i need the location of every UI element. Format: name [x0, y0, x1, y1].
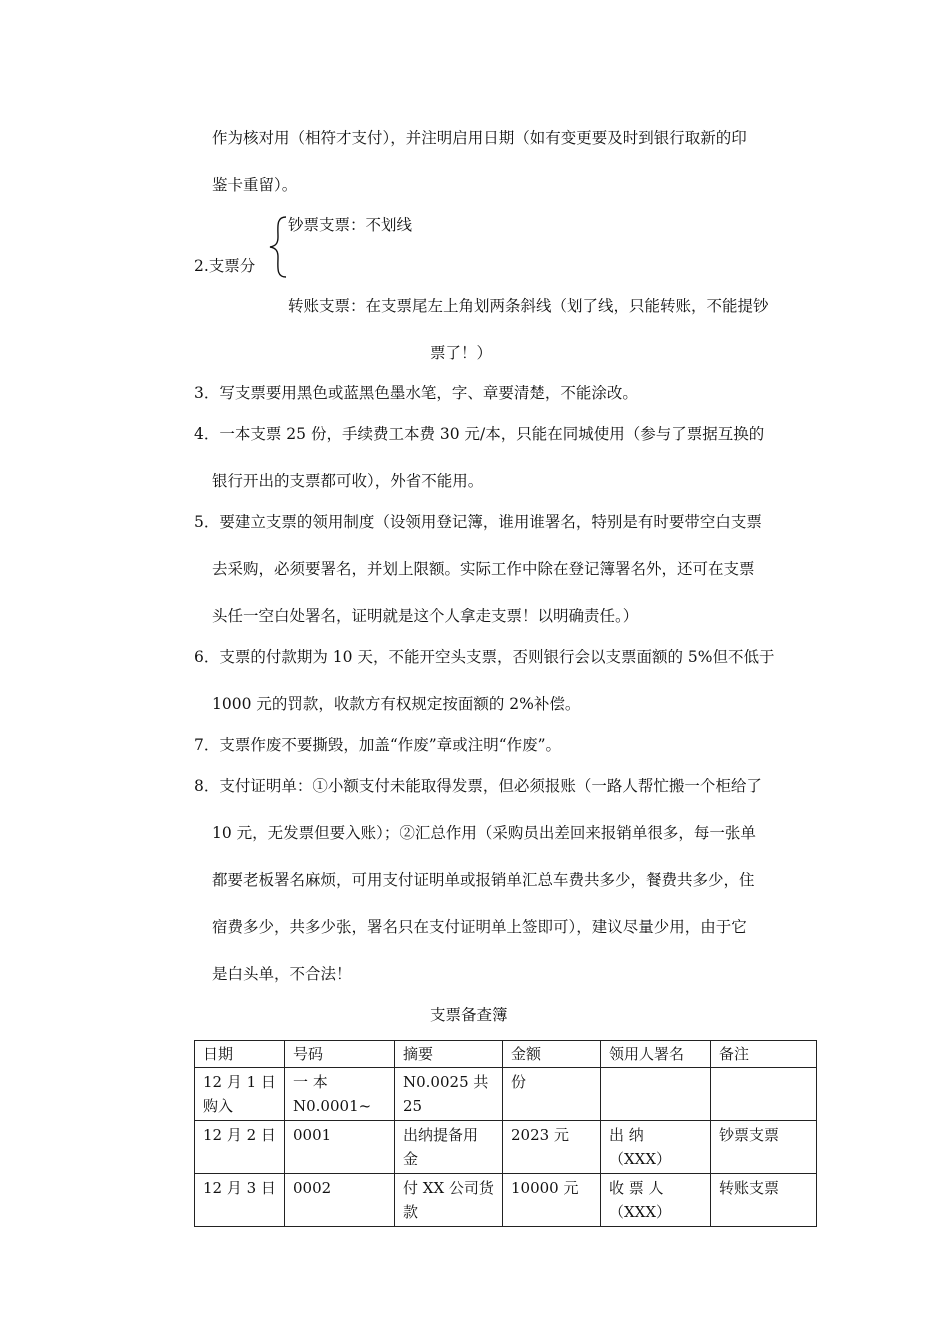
- cell-number: 一 本 N0.0001~: [285, 1068, 395, 1121]
- cell-remark: 钞票支票: [711, 1121, 817, 1174]
- header-summary: 摘要: [395, 1041, 503, 1068]
- para-8-line-3: 都要老板署名麻烦，可用支付证明单或报销单汇总车费共多少，餐费共多少，住: [212, 871, 755, 889]
- table-row: [195, 1121, 817, 1174]
- para-6-line-1: 6．支票的付款期为 10 天，不能开空头支票，否则银行会以支票面额的 5%但不低于: [194, 648, 775, 666]
- cell-signer: [601, 1068, 711, 1121]
- para-6-line-2: 1000 元的罚款，收款方有权规定按面额的 2%补偿。: [212, 695, 581, 713]
- cell-amount: 2023 元: [503, 1121, 601, 1174]
- table-row: [195, 1068, 817, 1121]
- para-0-line-1: 作为核对用（相符才支付），并注明启用日期（如有变更要及时到银行取新的印: [212, 129, 747, 147]
- transfer-check-line-2: 票了！）: [430, 344, 493, 362]
- para-8-line-4: 宿费多少，共多少张，署名只在支付证明单上签即可），建议尽量少用，由于它: [212, 918, 747, 936]
- header-remark: 备注: [711, 1041, 817, 1068]
- check-register-table: [194, 1040, 817, 1227]
- para-8-line-5: 是白头单，不合法！: [212, 965, 352, 983]
- table-row: [195, 1174, 817, 1227]
- left-curly-brace-icon: [266, 215, 288, 279]
- table-title: 支票备查簿: [430, 1006, 508, 1024]
- header-amount: 金额: [503, 1041, 601, 1068]
- header-date: 日期: [195, 1041, 285, 1068]
- cell-number: 0001: [285, 1121, 395, 1174]
- cell-date: 12 月 1 日 购入: [195, 1068, 285, 1121]
- cell-amount: 份: [503, 1068, 601, 1121]
- cell-remark: 转账支票: [711, 1174, 817, 1227]
- cash-check-item: 钞票支票：不划线: [288, 216, 413, 234]
- cell-summary: 付 XX 公司货 款: [395, 1174, 503, 1227]
- table-header-row: [195, 1041, 817, 1068]
- cell-signer: 出 纳 （XXX）: [601, 1121, 711, 1174]
- para-7: 7．支票作废不要撕毁，加盖“作废”章或注明“作废”。: [194, 736, 562, 754]
- cell-date: 12 月 3 日: [195, 1174, 285, 1227]
- para-5-line-3: 头任一空白处署名，证明就是这个人拿走支票！以明确责任。）: [212, 607, 639, 625]
- para-4-line-2: 银行开出的支票都可收），外省不能用。: [212, 472, 484, 490]
- cell-summary: N0.0025 共 25: [395, 1068, 503, 1121]
- cell-remark: [711, 1068, 817, 1121]
- para-0-line-2: 鉴卡重留）。: [212, 176, 298, 194]
- cell-summary: 出纳提备用 金: [395, 1121, 503, 1174]
- transfer-check-line-1: 转账支票：在支票尾左上角划两条斜线（划了线，只能转账，不能提钞: [288, 297, 769, 315]
- para-2-label: 2.支票分: [194, 257, 256, 275]
- cell-date: 12 月 2 日: [195, 1121, 285, 1174]
- header-signer: 领用人署名: [601, 1041, 711, 1068]
- para-4-line-1: 4．一本支票 25 份，手续费工本费 30 元/本，只能在同城使用（参与了票据互换的: [194, 425, 765, 443]
- cell-amount: 10000 元: [503, 1174, 601, 1227]
- cell-number: 0002: [285, 1174, 395, 1227]
- header-number: 号码: [285, 1041, 395, 1068]
- para-5-line-2: 去采购，必须要署名，并划上限额。实际工作中除在登记簿署名外，还可在支票: [212, 560, 755, 578]
- cell-signer: 收 票 人 （XXX）: [601, 1174, 711, 1227]
- para-3: 3．写支票要用黑色或蓝黑色墨水笔，字、章要清楚，不能涂改。: [194, 384, 638, 402]
- para-5-line-1: 5．要建立支票的领用制度（设领用登记簿，谁用谁署名，特别是有时要带空白支票: [194, 513, 762, 531]
- para-8-line-1: 8．支付证明单：①小额支付未能取得发票，但必须报账（一路人帮忙搬一个柜给了: [194, 777, 762, 795]
- para-8-line-2: 10 元，无发票但要入账）；②汇总作用（采购员出差回来报销单很多，每一张单: [212, 824, 756, 842]
